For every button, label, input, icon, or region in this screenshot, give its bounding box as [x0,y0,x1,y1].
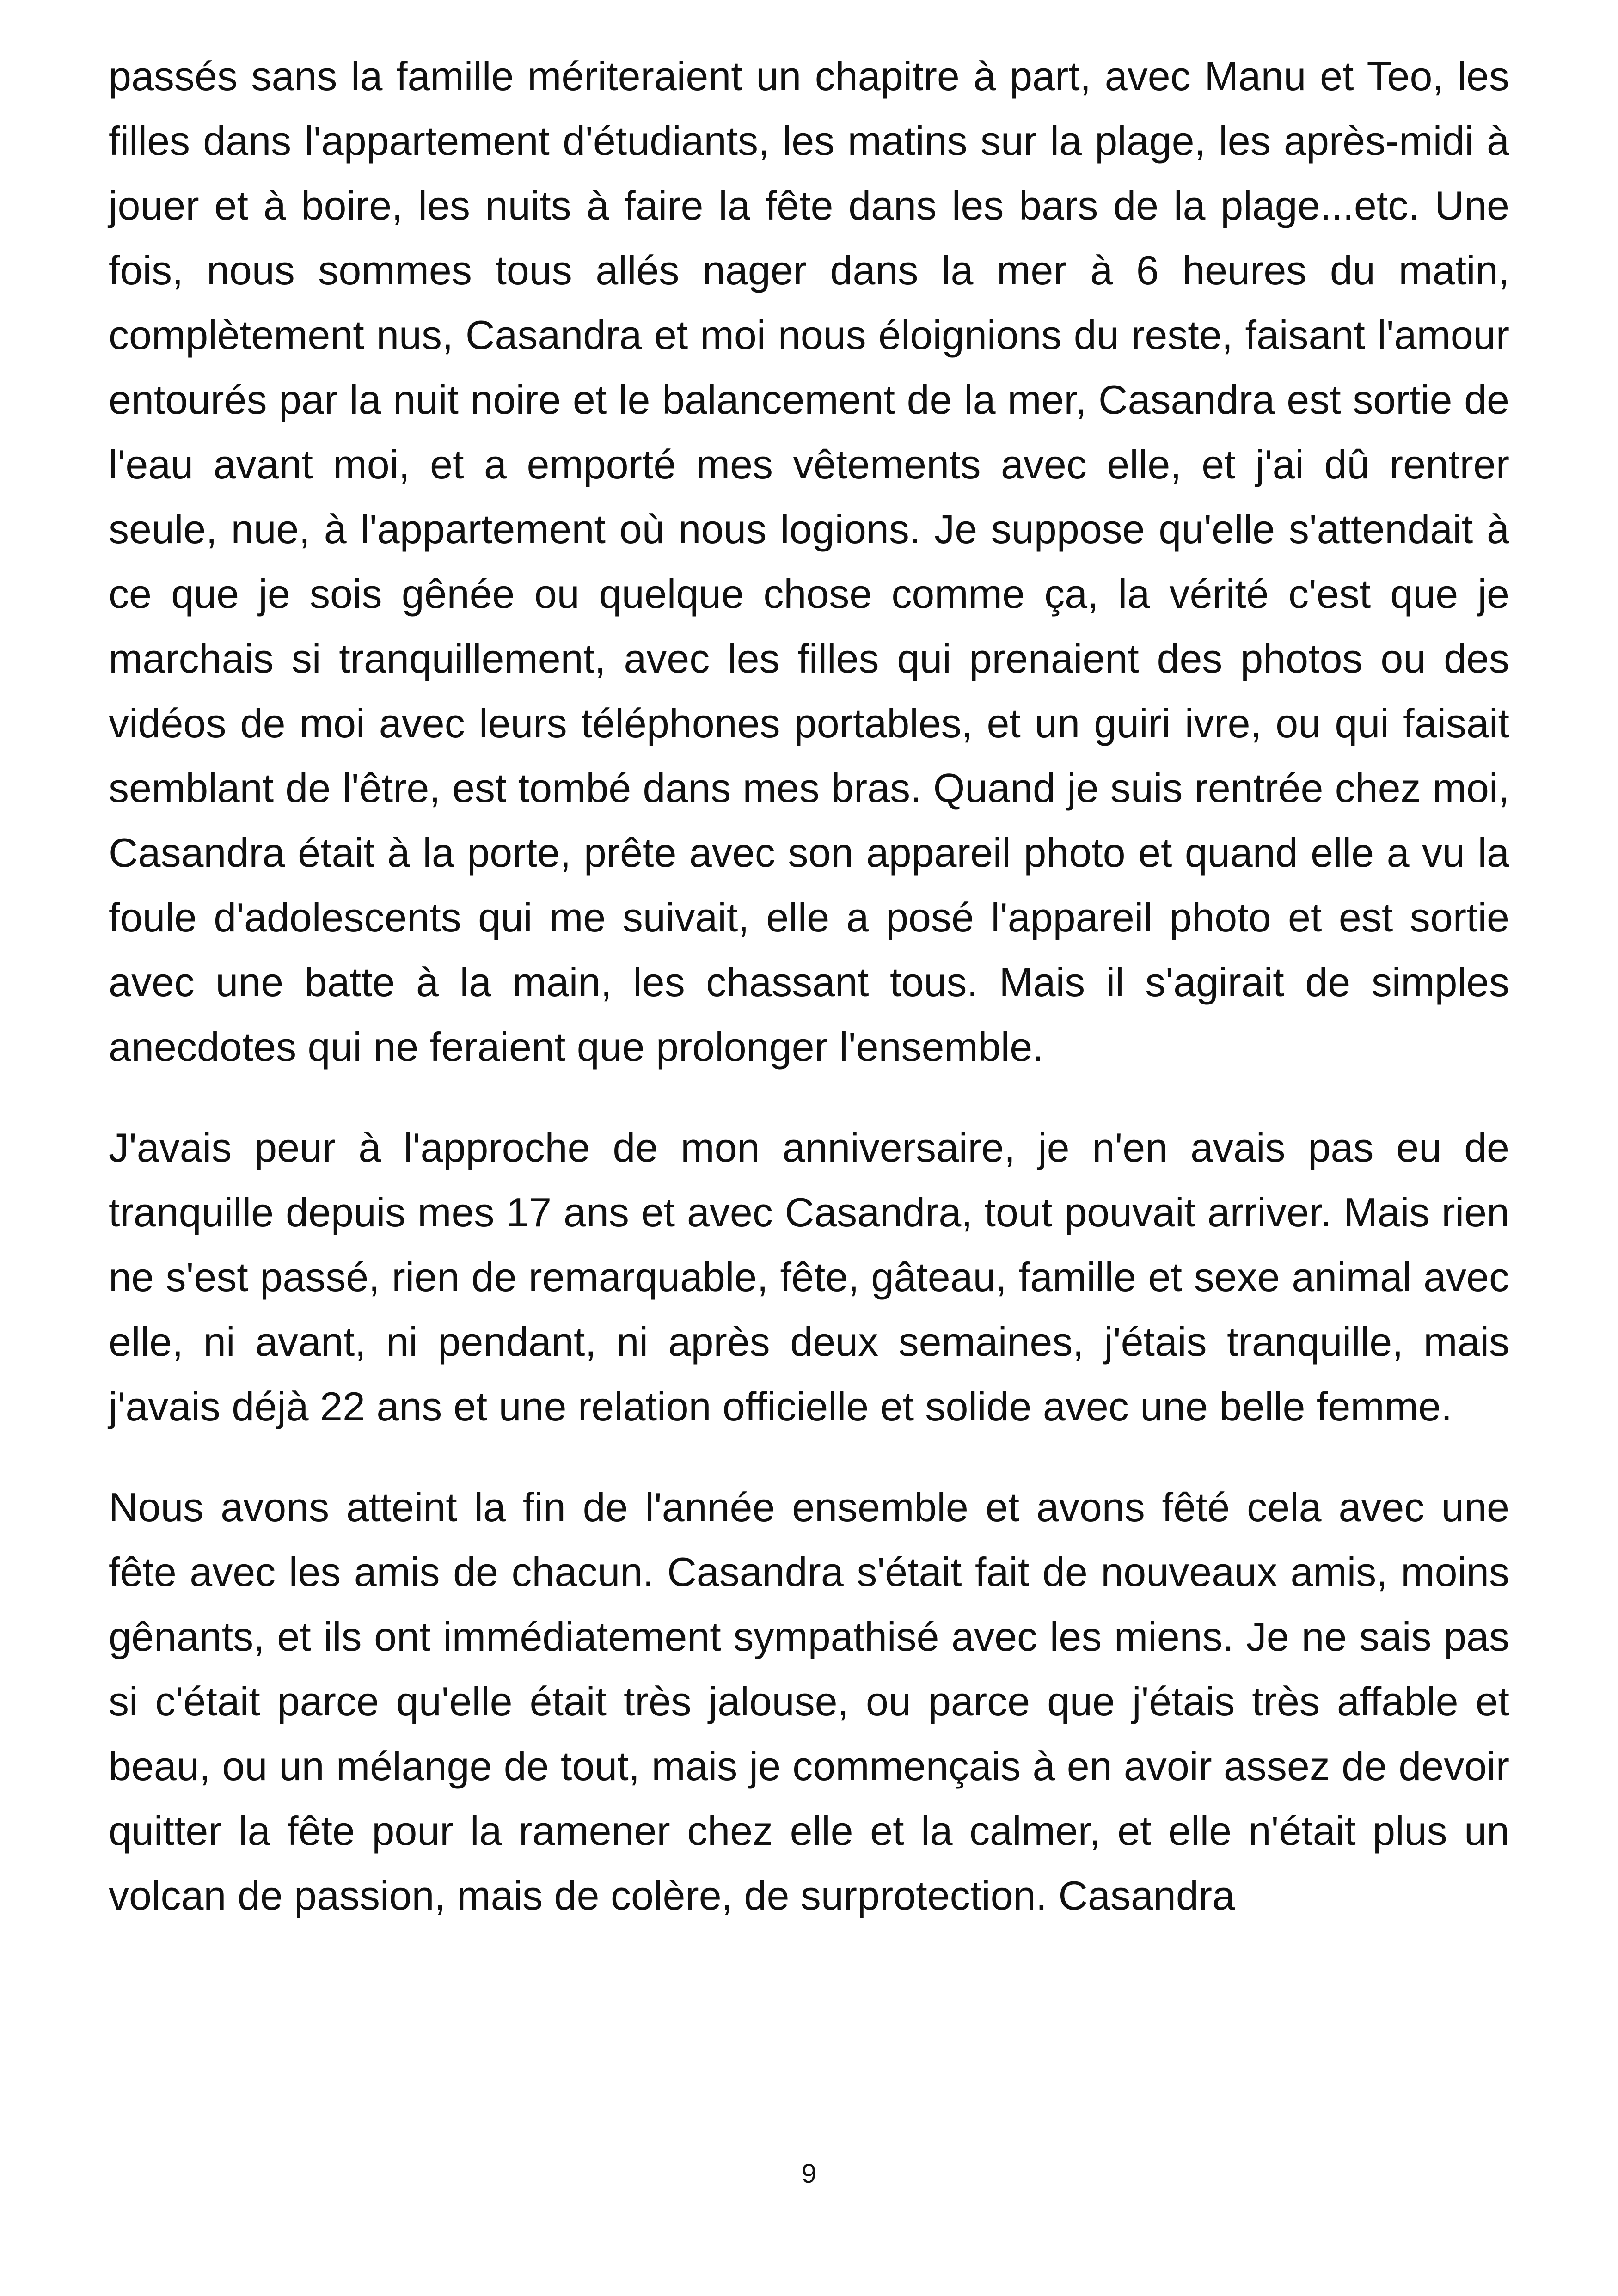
text-body [109,44,1509,1928]
paragraph-1: passés sans la famille mériteraient un chapitre à part, avec Manu et Teo, les filles dans l'appartement d'étudiants, les matins sur la plage, les après-midi à jouer et à boire, les nuits à faire la fête dans les bars de la plage...etc. Une fois, nous sommes tous allés nager dans la mer à 6 heures du matin, complètement nus, Casandra et moi nous éloignions du reste, faisant l'amour entourés par la nuit noire et le balancement de la mer, Casandra est sortie de l'eau avant moi, et a emporté mes vêtements avec elle, et j'ai dû rentrer seule, nue, à l'appartement où nous logions. Je suppose qu'elle s'attendait à ce que je sois gênée ou quelque chose comme ça, la vérité c'est que je marchais si tranquillement, avec les filles qui prenaient des photos ou des vidéos de moi avec leurs téléphones portables, et un guiri ivre, ou qui faisait semblant de l'être, est tombé dans mes bras. Quand je suis rentrée chez moi, Casandra était à la porte, prête avec son appareil photo et quand elle a vu la foule d'adolescents qui me suivait, elle a posé l'appareil photo et est sortie avec une batte à la main, les chassant tous. Mais il s'agirait de simples anecdotes qui ne feraient que prolonger l'ensemble. [109,53,1509,1070]
page-number: 9 [801,2159,817,2189]
paragraph-3: Nous avons atteint la fin de l'année ensemble et avons fêté cela avec une fête avec les amis de chacun. Casandra s'était fait de nouveaux amis, moins gênants, et ils ont immédiatement sympathisé avec les miens. Je ne sais pas si c'était parce qu'elle était très jalouse, ou parce que j'étais très affable et beau, ou un mélange de tout, mais je commençais à en avoir assez de devoir quitter la fête pour la ramener chez elle et la calmer, et elle n'était plus un volcan de passion, mais de colère, de surprotection. Casandra [109,1484,1509,1918]
paragraph-2: J'avais peur à l'approche de mon anniversaire, je n'en avais pas eu de tranquille depuis mes 17 ans et avec Casandra, tout pouvait arriver. Mais rien ne s'est passé, rien de remarquable, fête, gâteau, famille et sexe animal avec elle, ni avant, ni pendant, ni après deux semaines, j'étais tranquille, mais j'avais déjà 22 ans et une relation officielle et solide avec une belle femme. [109,1125,1509,1429]
